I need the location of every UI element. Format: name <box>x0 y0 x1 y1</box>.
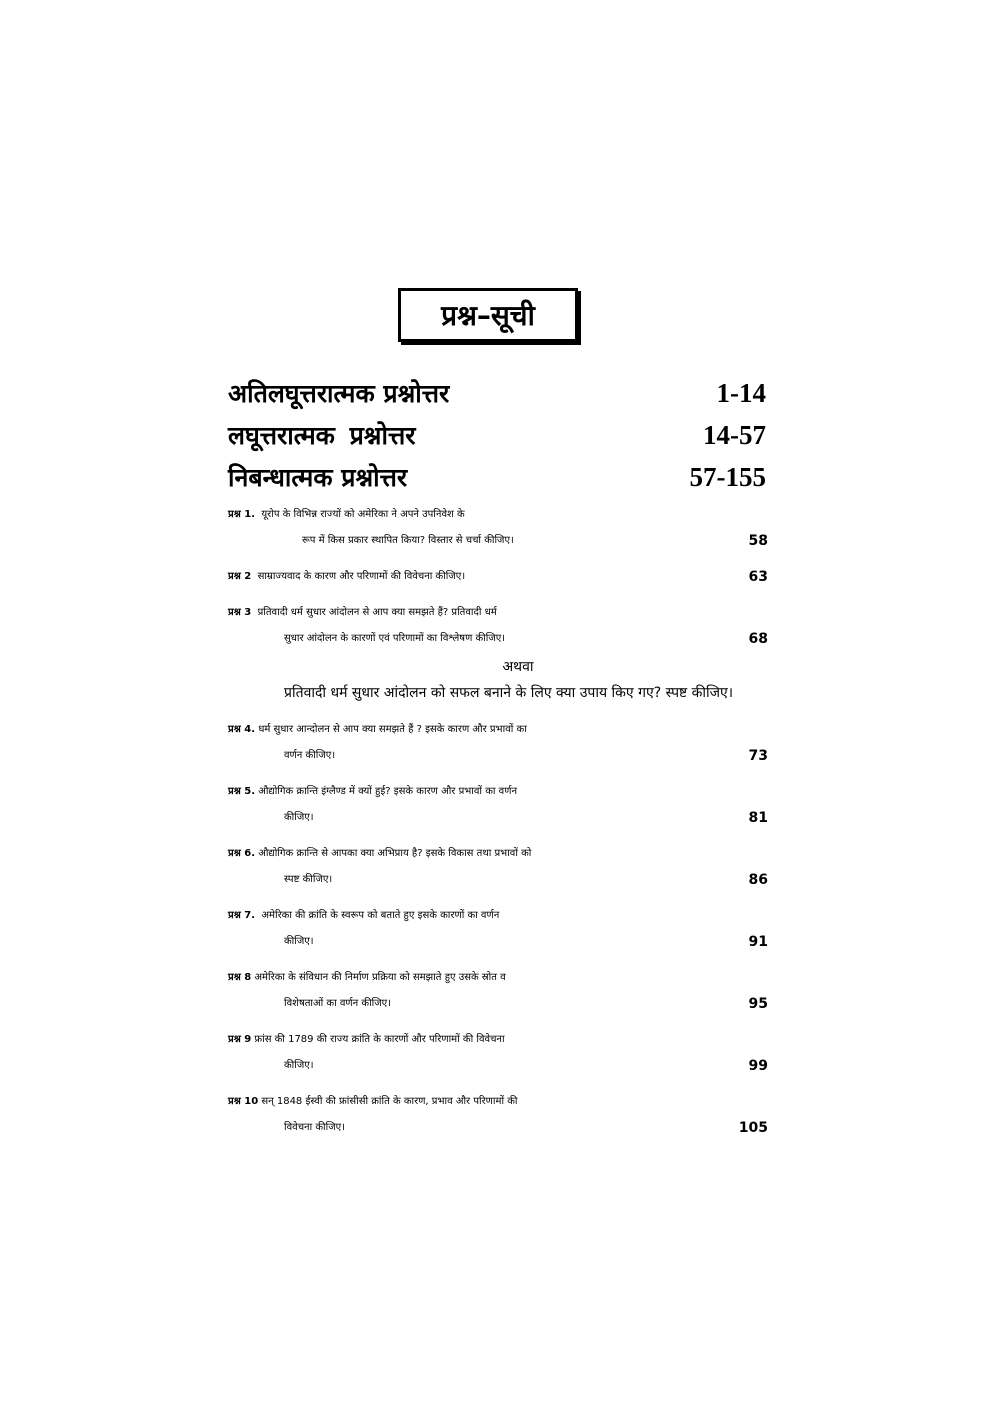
question-item <box>228 965 768 1017</box>
question-text-continued: रूप में किस प्रकार स्थापित किया? विस्तार से चर्चा कीजिए। <box>302 535 514 546</box>
page-title: प्रश्न–सूची <box>398 288 578 342</box>
question-number: प्रश्न 10 <box>228 1096 259 1107</box>
question-text-continued: स्पष्ट कीजिए। <box>284 874 333 885</box>
question-item <box>228 600 768 652</box>
section-page-range: 14-57 <box>703 420 766 450</box>
alternate-question-text: प्रतिवादी धर्म सुधार आंदोलन को सफल बनाने के लिए क्या उपाय किए <box>284 685 634 701</box>
question-text-continued: कीजिए। <box>284 812 314 823</box>
section-label: निबन्धात्मक प्रश्नोत्तर <box>228 463 408 492</box>
question-text-continued: विशेषताओं का वर्णन कीजिए। <box>284 998 391 1009</box>
page-number: 63 <box>748 569 768 585</box>
question-number: प्रश्न 4. <box>228 724 255 735</box>
question-number: प्रश्न 3 <box>228 607 252 618</box>
question-list <box>228 502 768 1151</box>
question-text: औद्योगिक क्रान्ति से आपका क्या अभिप्राय है? इसके विकास तथा प्रभावों को <box>258 848 532 859</box>
question-text: प्रतिवादी धर्म सुधार आंदोलन से आप क्या समझते हैं? प्रतिवादी धर्म <box>257 607 497 618</box>
section-row <box>228 418 766 460</box>
question-text-continued: विवेचना कीजिए। <box>284 1122 345 1133</box>
question-number: प्रश्न 1. <box>228 509 255 520</box>
section-label: अतिलघूत्तरात्मक प्रश्नोत्तर <box>228 379 450 408</box>
alternate-question-text-continued: गए? स्पष्ट कीजिए। <box>638 685 734 701</box>
question-item <box>228 903 768 955</box>
question-number: प्रश्न 5. <box>228 786 255 797</box>
question-number: प्रश्न 8 <box>228 972 252 983</box>
question-text-continued: वर्णन कीजिए। <box>284 750 336 761</box>
question-item <box>228 717 768 769</box>
section-row <box>228 460 766 502</box>
question-number: प्रश्न 7. <box>228 910 255 921</box>
question-text: साम्राज्यवाद के कारण और परिणामों की विवेचना कीजिए। <box>257 571 466 582</box>
section-row <box>228 376 766 418</box>
question-item <box>228 841 768 893</box>
question-item <box>228 564 768 590</box>
question-item <box>228 1089 768 1141</box>
page-number: 91 <box>748 934 768 950</box>
question-text: यूरोप के विभिन्न राज्यों को अमेरिका ने अपने उपनिवेश के <box>261 509 465 520</box>
question-number: प्रश्न 6. <box>228 848 255 859</box>
question-item <box>228 502 768 554</box>
question-text-continued: सुधार आंदोलन के कारणों एवं परिणामों का विश्लेषण कीजिए। <box>284 633 506 644</box>
page-number: 95 <box>748 996 768 1012</box>
question-text-continued: कीजिए। <box>284 1060 314 1071</box>
page-number: 99 <box>748 1058 768 1074</box>
question-item <box>228 779 768 831</box>
question-item <box>228 1027 768 1079</box>
page-number: 58 <box>748 533 768 549</box>
page-number: 73 <box>748 748 768 764</box>
page-number: 81 <box>748 810 768 826</box>
section-list <box>228 376 766 502</box>
question-text: औद्योगिक क्रान्ति इंग्लैण्ड में क्यों हुई? इसके कारण और प्रभावों का वर्णन <box>258 786 517 797</box>
page-number: 105 <box>738 1120 768 1136</box>
question-text: फ्रांस की 1789 की राज्य क्रांति के कारणों और परिणामों की विवेचना <box>254 1034 505 1045</box>
page-number: 86 <box>748 872 768 888</box>
question-text: धर्म सुधार आन्दोलन से आप क्या समझते हैं ? इसके कारण और प्रभावों का <box>258 724 527 735</box>
question-number: प्रश्न 9 <box>228 1034 252 1045</box>
page-number: 68 <box>748 631 768 647</box>
question-text: सन् 1848 ईस्वी की फ्रांसीसी क्रांति के कारण, प्रभाव और परिणामों की <box>261 1096 518 1107</box>
section-page-range: 1-14 <box>716 378 766 408</box>
question-text: अमेरिका की क्रांति के स्वरूप को बताते हुए इसके कारणों का वर्णन <box>261 910 500 921</box>
section-page-range: 57-155 <box>689 462 766 492</box>
section-label: लघूत्तरात्मक प्रश्नोत्तर <box>228 421 416 450</box>
question-text: अमेरिका के संविधान की निर्माण प्रक्रिया को समझाते हुए उसके स्रोत व <box>254 972 506 983</box>
question-text-continued: कीजिए। <box>284 936 314 947</box>
alternate-question <box>228 682 768 705</box>
question-number: प्रश्न 2 <box>228 571 252 582</box>
or-separator: अथवा <box>502 659 534 675</box>
